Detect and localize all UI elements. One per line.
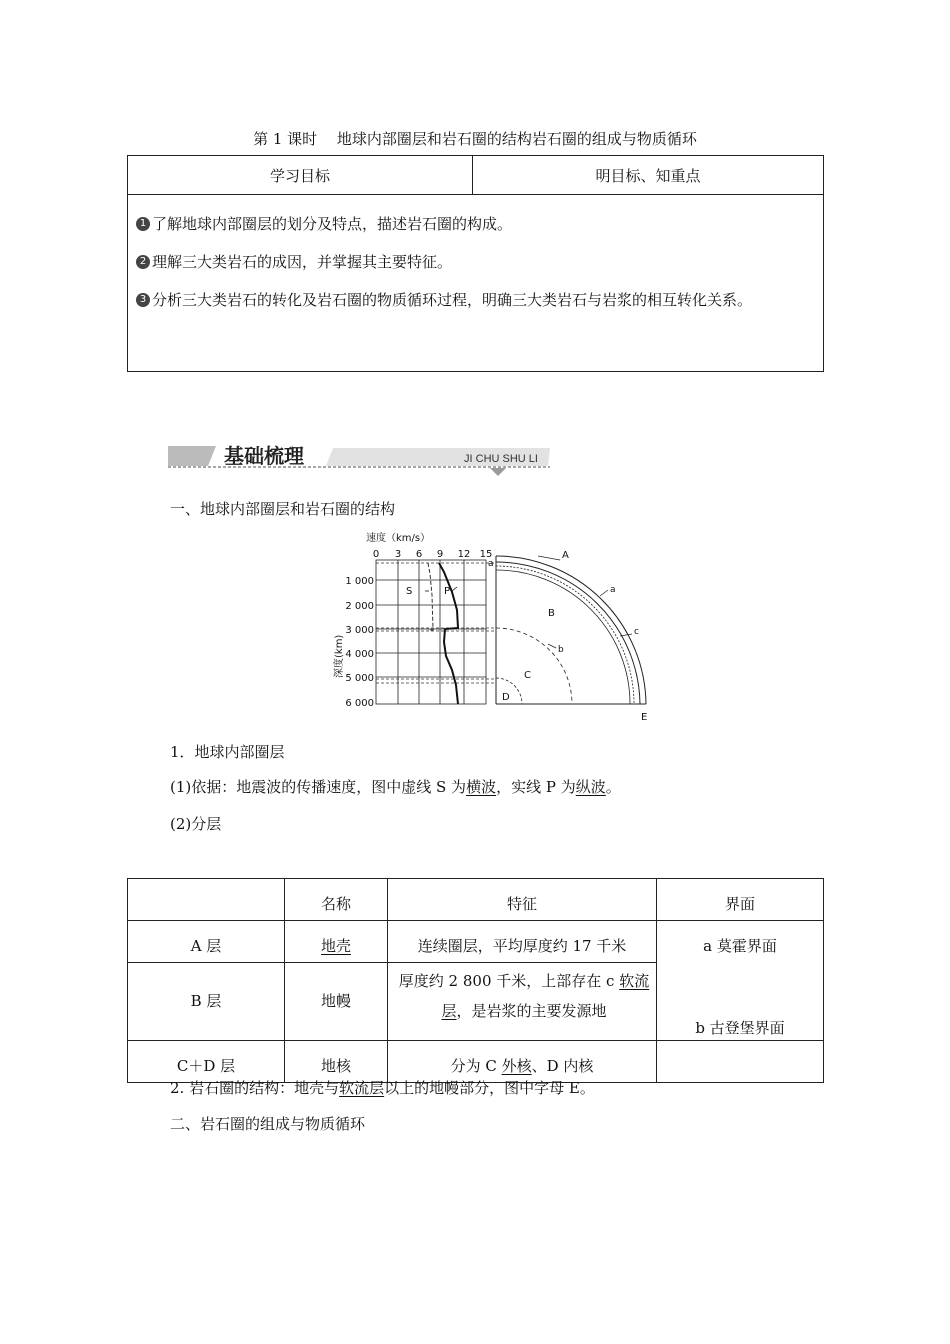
layer-feature-cell — [388, 921, 657, 963]
goal-item — [136, 205, 815, 243]
lithosphere-structure-line — [170, 1077, 595, 1098]
p-wave-label: P — [444, 586, 451, 597]
basis-mid: ，实线 P 为 — [496, 778, 576, 796]
layer-label-A: A — [562, 550, 569, 561]
goal-text: 分析三大类岩石的转化及岩石圈的物质循环过程，明确三大类岩石与岩浆的相互转化关系。 — [152, 291, 753, 309]
lesson-title: 第 1 课时 地球内部圈层和岩石圈的结构岩石圈的组成与物质循环 — [253, 130, 697, 148]
layers-heading: (2)分层 — [170, 815, 222, 833]
learning-goals-table — [127, 155, 824, 372]
feature-answer: 外核 — [501, 1057, 532, 1075]
banner-pinyin: JI CHU SHU LI — [464, 453, 538, 465]
layer-label-C: C — [524, 670, 531, 681]
goal-item — [136, 281, 815, 319]
earth-interior-figure — [328, 530, 658, 726]
subheading-interior-layers: 1．地球内部圈层 — [170, 743, 285, 761]
depth-tick: 3 000 — [345, 625, 374, 636]
earth-quarter-section — [496, 556, 646, 704]
goal-number-badge: 2 — [136, 255, 150, 269]
goals-header-col2: 明目标、知重点 — [473, 156, 824, 195]
layer-label-E: E — [641, 712, 648, 723]
p-wave-answer: 纵波 — [575, 778, 606, 796]
layer-name: 地核 — [285, 1041, 388, 1083]
structure-answer: 软流层 — [339, 1079, 385, 1097]
speed-tick: 9 — [436, 549, 444, 560]
feature-text: ，是岩浆的主要发源地 — [456, 1002, 607, 1020]
feature-text: 分为 C — [450, 1057, 502, 1075]
layers-header-cell: 界面 — [657, 879, 824, 921]
speed-axis-label: 速度（km/s） — [366, 533, 431, 544]
layer-feature-cell — [388, 963, 657, 1041]
layer-cell: B 层 — [128, 963, 285, 1041]
s-wave-answer: 横波 — [466, 778, 497, 796]
banner-title: 基础梳理 — [224, 444, 304, 468]
speed-tick: 3 — [394, 549, 402, 560]
speed-tick: 6 — [415, 549, 423, 560]
goal-text: 理解三大类岩石的成因，并掌握其主要特征。 — [152, 253, 453, 271]
feature-text: 厚度约 2 800 千米，上部存在 c — [398, 972, 620, 990]
layer-cell: A 层 — [128, 921, 285, 963]
depth-tick: 5 000 — [345, 673, 374, 684]
basis-suffix: 。 — [605, 778, 621, 796]
structure-prefix: 2. 岩石圈的结构：地壳与 — [170, 1079, 340, 1097]
basis-prefix: (1)依据：地震波的传播速度，图中虚线 S 为 — [170, 778, 467, 796]
wave-basis-line — [170, 776, 621, 797]
layer-name: 地壳 — [320, 937, 351, 955]
goals-list — [128, 195, 824, 372]
goal-item — [136, 243, 815, 281]
earth-layers-table — [127, 878, 824, 1083]
interface-dash-lines — [376, 563, 496, 683]
depth-tick: 2 000 — [345, 601, 374, 612]
layers-header-cell: 特征 — [388, 879, 657, 921]
layer-label-c: c — [634, 627, 639, 637]
layer-label-B: B — [548, 608, 555, 619]
interface-label-a: a — [610, 585, 616, 595]
feature-text: 连续圈层，平均厚度约 17 千米 — [417, 937, 627, 955]
depth-tick: 6 000 — [345, 698, 374, 709]
section-heading-1: 一、地球内部圈层和岩石圈的结构 — [170, 500, 396, 518]
goal-number-badge: 1 — [136, 217, 150, 231]
goals-header-col1: 学习目标 — [128, 156, 473, 195]
s-wave-label: S — [406, 586, 413, 597]
interface-a-top-label: a — [488, 559, 494, 569]
layer-name-cell — [285, 921, 388, 963]
section-banner — [168, 440, 550, 476]
feature-text: 、D 内核 — [531, 1057, 594, 1075]
depth-axis-label: 深度(km) — [334, 634, 345, 678]
speed-tick: 15 — [479, 549, 493, 560]
banner-left-stripe — [168, 446, 216, 466]
speed-tick: 0 — [372, 549, 380, 560]
layers-header-cell — [128, 879, 285, 921]
banner-chevron-icon — [490, 468, 506, 476]
leader-lines — [538, 556, 632, 648]
table-row — [128, 921, 824, 963]
feature-answer: 软流层 — [441, 972, 650, 1020]
layer-cell: C＋D 层 — [128, 1041, 285, 1083]
layer-name: 地幔 — [285, 963, 388, 1041]
section-heading-2: 二、岩石圈的组成与物质循环 — [170, 1115, 366, 1133]
s-wave-curve — [428, 563, 433, 630]
goal-number-badge: 3 — [136, 293, 150, 307]
goal-text: 了解地球内部圈层的划分及特点，描述岩石圈的构成。 — [152, 215, 513, 233]
layer-label-D: D — [502, 692, 510, 703]
interface-moho: a 莫霍界面 — [703, 937, 777, 955]
speed-tick: 12 — [457, 549, 471, 560]
layers-header-cell: 名称 — [285, 879, 388, 921]
interface-label-b: b — [558, 645, 564, 655]
interface-cell-gutenberg — [657, 1019, 824, 1083]
structure-suffix: 以上的地幔部分，图中字母 E。 — [384, 1079, 595, 1097]
p-pointer — [452, 587, 457, 591]
interface-gutenberg: b 古登堡界面 — [695, 1019, 785, 1037]
depth-tick: 1 000 — [345, 576, 374, 587]
depth-tick: 4 000 — [345, 649, 374, 660]
